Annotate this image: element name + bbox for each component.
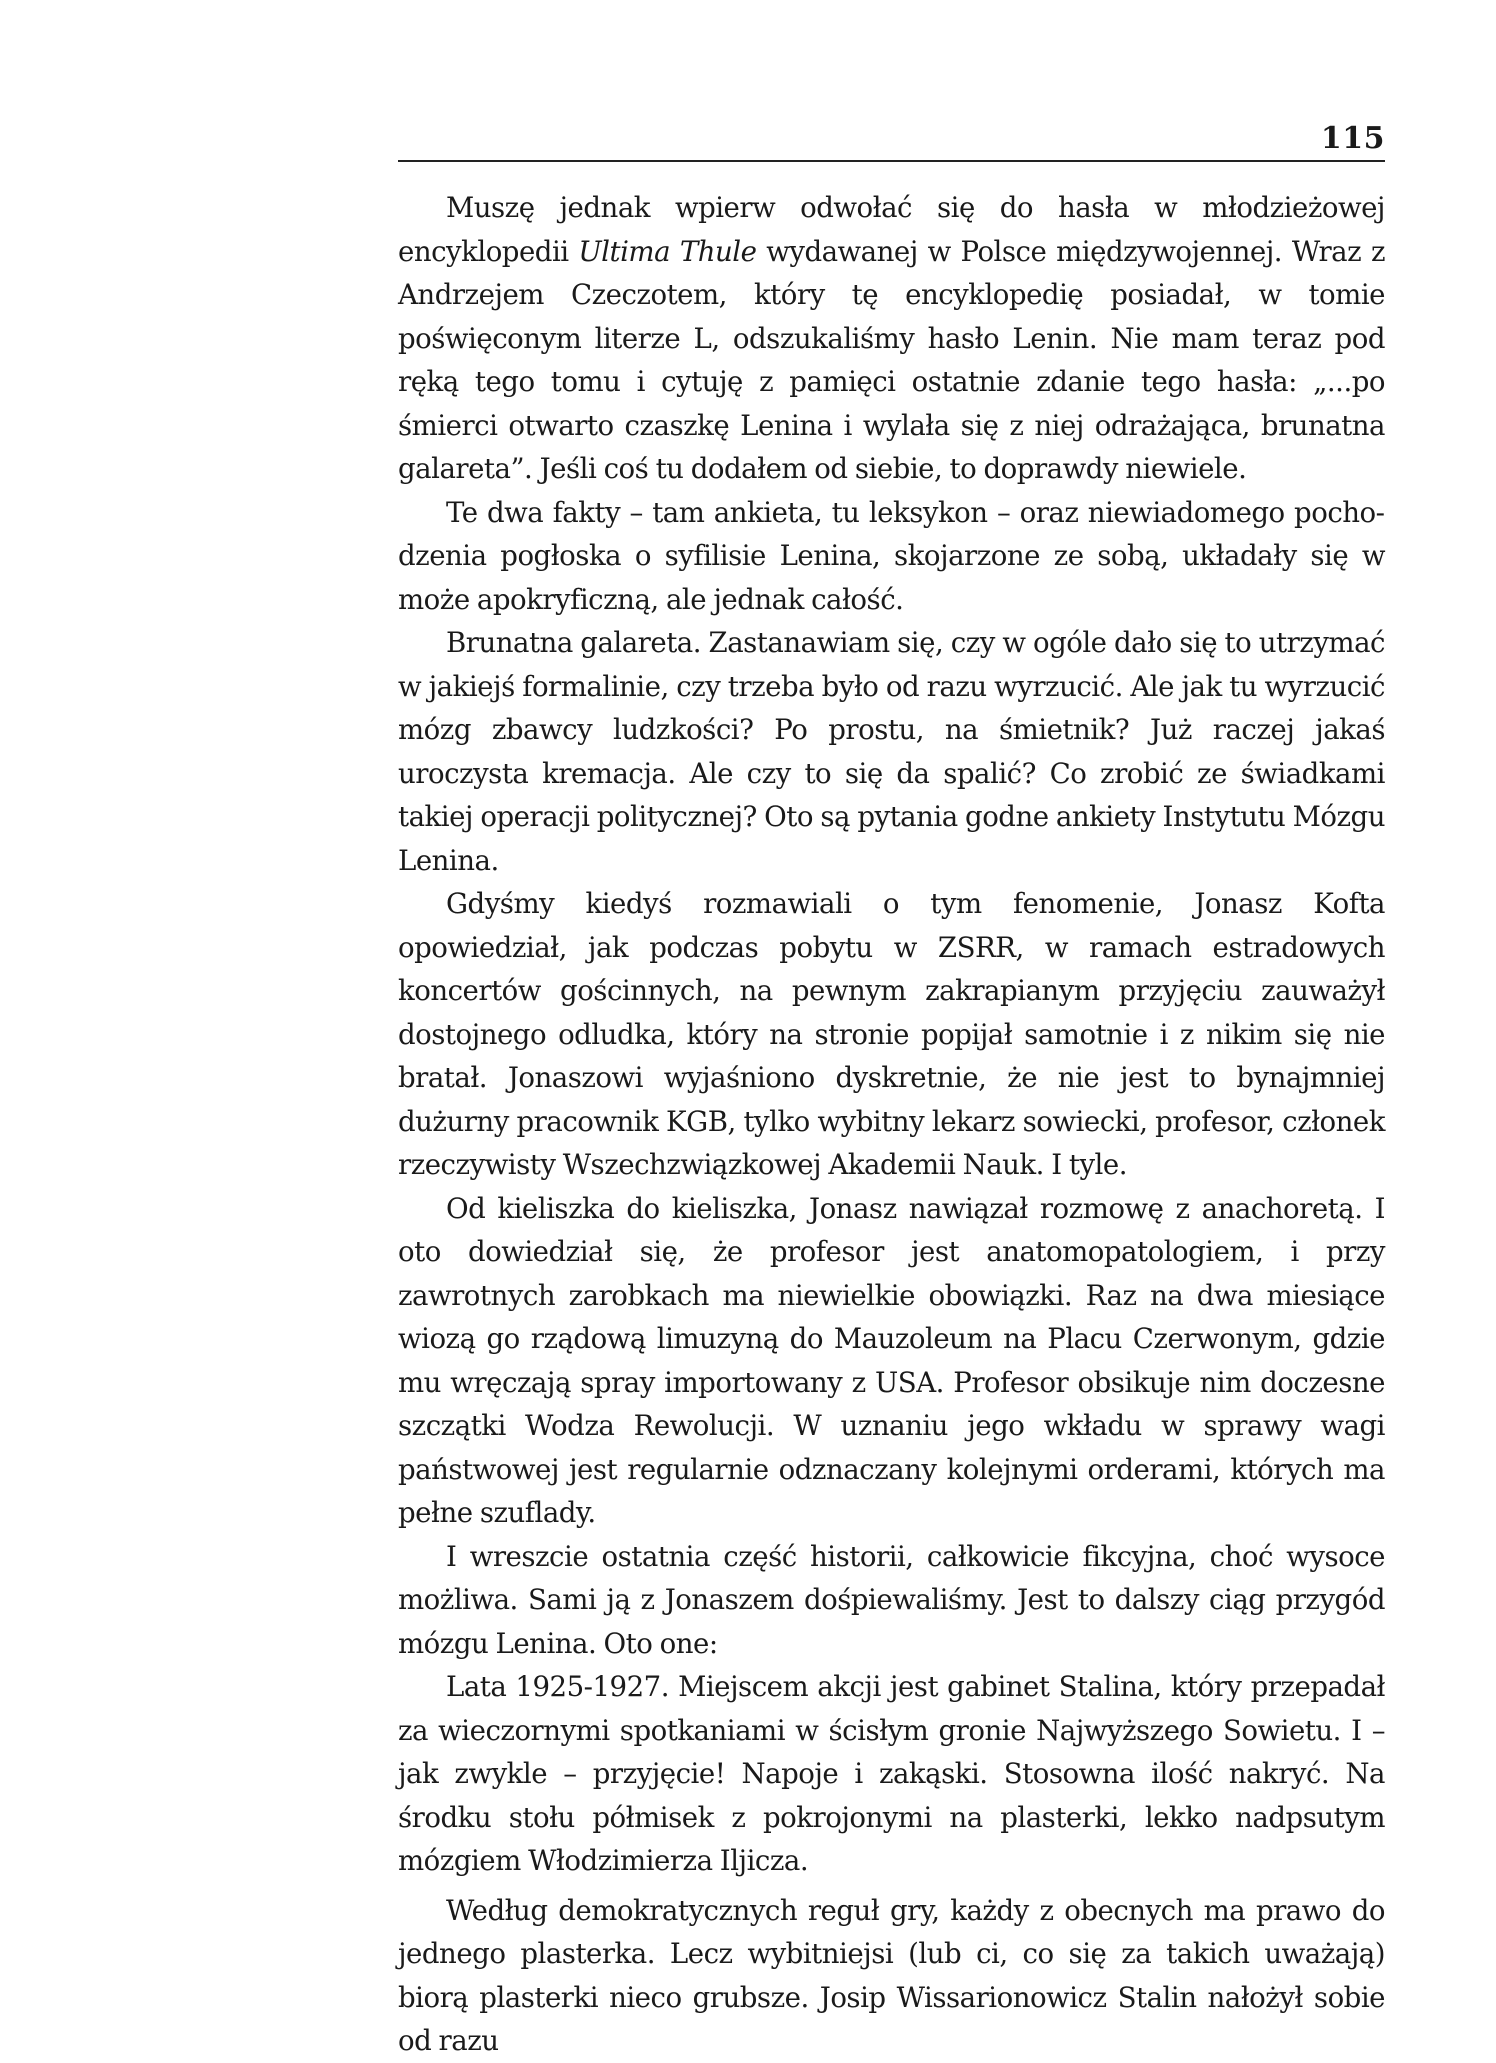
paragraph-4: Gdyśmy kiedyś rozmawiali o tym fenomenie, Jonasz Kofta opowiedział, jak podczas pobytu w ZSRR, w ramach estradowych koncertów gościnnych, na pewnym zakrapianym przyjęciu zauważył dostojnego odludka, który na stronie popijał samotnie i z nikim się nie bratał. Jonaszowi wyjaśniono dyskretnie, że nie jest to bynajmniej dużurny pracownik KGB, tylko wybitny lekarz sowiecki, profesor, członek rzeczywisty Wszechzwiązkowej Akademii Nauk. I tyle.: [398, 887, 1385, 1181]
page-number: 115: [1320, 121, 1385, 156]
paragraph-2: Te dwa fakty – tam ankieta, tu leksykon – oraz niewiadomego pochodzenia pogłoska o syfilisie Lenina, skojarzone ze sobą, układały się w może apokryficzną, ale jednak całość.: [398, 495, 1385, 616]
book-page: [398, 110, 1385, 2063]
body-text: [398, 186, 1385, 2063]
encyclopedia-title: Ultima Thule: [578, 234, 757, 268]
paragraph-6: I wreszcie ostatnia część historii, całkowicie fikcyjna, choć wysoce możliwa. Sami ją z Jonaszem dośpiewaliśmy. Jest to dalszy ciąg przygód mózgu Lenina. Oto one:: [398, 1539, 1385, 1660]
running-header: [398, 110, 1385, 162]
paragraph-1-text-b: wydawanej w Polsce międzywojennej. Wraz z Andrzejem Czeczotem, który tę encyklopedię posiadał, w tomie poświęconym literze L, odszukaliśmy hasło Lenin. Nie mam teraz pod ręką tego tomu i cytuję z pamięci ostatnie zdanie tego hasła: „...po śmierci otwarto czaszkę Lenina i wylała się z niej odrażająca, brunatna galareta”. Jeśli coś tu dodałem od siebie, to doprawdy niewiele.: [398, 234, 1385, 485]
paragraph-1-text-a: Muszę jednak wpierw odwołać się do hasła w młodzieżowej encyklopedii: [398, 191, 1385, 268]
paragraph-8: Według demokratycznych reguł gry, każdy z obecnych ma prawo do jednego plasterka. Lecz wybitniejsi (lub ci, co się za takich uważają) biorą plasterki nieco grubsze. Josip Wissarionowicz Stalin nałożył sobie od razu: [398, 1893, 1385, 2057]
paragraph-7: Lata 1925-1927. Miejscem akcji jest gabinet Stalina, który przepadał za wieczornymi spotkaniami w ścisłym gronie Najwyższego Sowietu. I – jak zwykle – przyjęcie! Napoje i zakąski. Stosowna ilość nakryć. Na środku stołu półmisek z pokrojonymi na plasterki, lekko nadpsutym mózgiem Włodzimierza Iljicza.: [398, 1670, 1385, 1877]
paragraph-5: Od kieliszka do kieliszka, Jonasz nawiązał rozmowę z anachoretą. I oto dowiedział się, że profesor jest anatomopatologiem, i przy zawrotnych zarobkach ma niewielkie obowiązki. Raz na dwa miesiące wiozą go rządową limuzyną do Mauzoleum na Placu Czerwonym, gdzie mu wręczają spray importowany z USA. Profesor obsikuje nim doczesne szczątki Wodza Rewolucji. W uznaniu jego wkładu w sprawy wagi państwowej jest regularnie odznaczany kolejnymi orderami, których ma pełne szuflady.: [398, 1191, 1385, 1529]
paragraph-1: [398, 186, 1385, 491]
paragraph-3: Brunatna galareta. Zastanawiam się, czy w ogóle dało się to utrzymać w jakiejś formalinie, czy trzeba było od razu wyrzucić. Ale jak tu wyrzucić mózg zbawcy ludzkości? Po prostu, na śmietnik? Już raczej jakaś uroczysta kremacja. Ale czy to się da spalić? Co zrobić ze świadkami takiej operacji politycznej? Oto są pytania godne ankiety Instytutu Mózgu Lenina.: [398, 626, 1385, 877]
